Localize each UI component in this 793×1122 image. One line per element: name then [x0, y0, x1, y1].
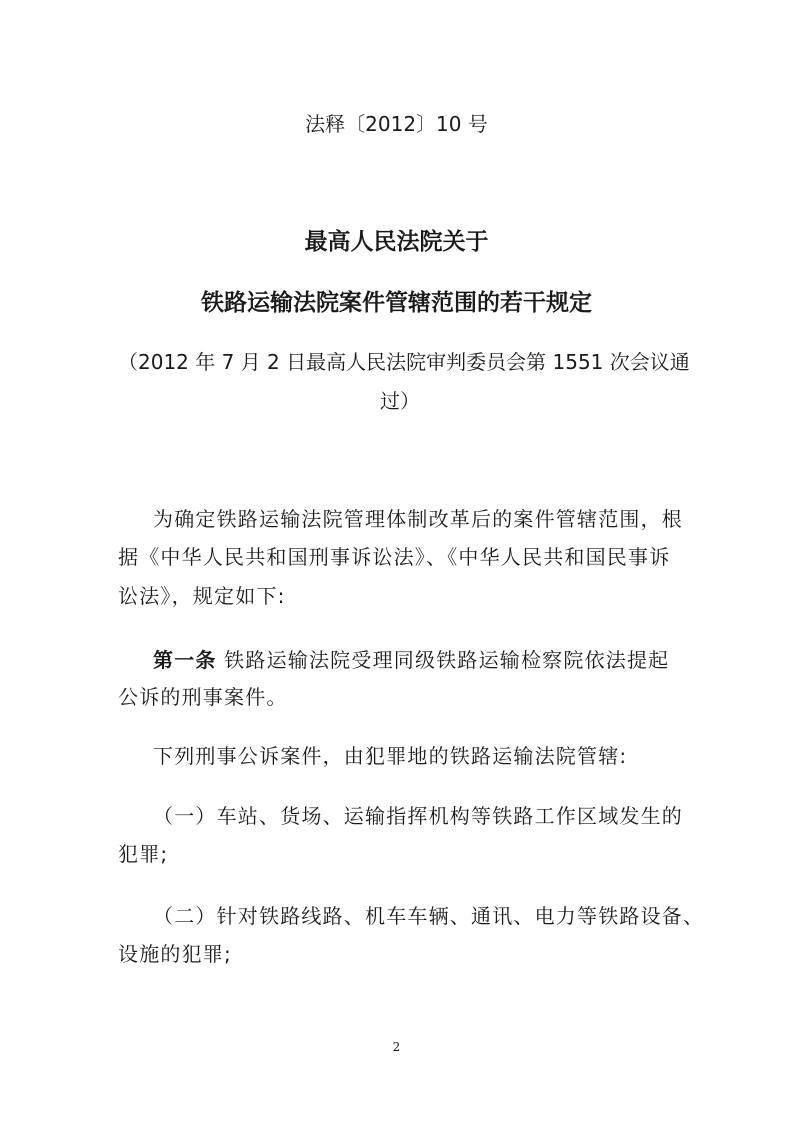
- title-line-1: 最高人民法院关于: [304, 229, 489, 255]
- item-1-line-1: （一）车站、货场、运输指挥机构等铁路工作区域发生的: [153, 804, 683, 828]
- adoption-note-line-2: 过）: [380, 389, 420, 413]
- preamble-line-3: 讼法》，规定如下:: [118, 584, 286, 608]
- preamble-line-2: 据《中华人民共和国刑事诉讼法》、《中华人民共和国民事诉: [118, 545, 671, 569]
- item-2-line-2: 设施的犯罪;: [118, 942, 232, 966]
- document-number: 法释〔2012〕10 号: [305, 112, 488, 136]
- article-1-heading: 第一条: [153, 648, 217, 672]
- item-2-line-1: （二）针对铁路线路、机车车辆、通讯、电力等铁路设备、: [153, 904, 705, 928]
- article-1-line-2: 公诉的刑事案件。: [118, 685, 288, 709]
- article-1-text: 铁路运输法院受理同级铁路运输检察院依法提起: [224, 648, 670, 672]
- title-line-2: 铁路运输法院案件管辖范围的若干规定: [201, 290, 592, 316]
- item-1-line-2: 犯罪;: [118, 842, 169, 866]
- jurisdiction-paragraph: 下列刑事公诉案件，由犯罪地的铁路运输法院管辖:: [153, 744, 628, 768]
- adoption-note-line-1: （2012 年 7 月 2 日最高人民法院审判委员会第 1551 次会议通: [118, 350, 690, 374]
- preamble-line-1: 为确定铁路运输法院管理体制改革后的案件管辖范围，根: [153, 507, 683, 531]
- page-number: 2: [392, 1040, 401, 1054]
- article-1-line-1: [153, 644, 669, 673]
